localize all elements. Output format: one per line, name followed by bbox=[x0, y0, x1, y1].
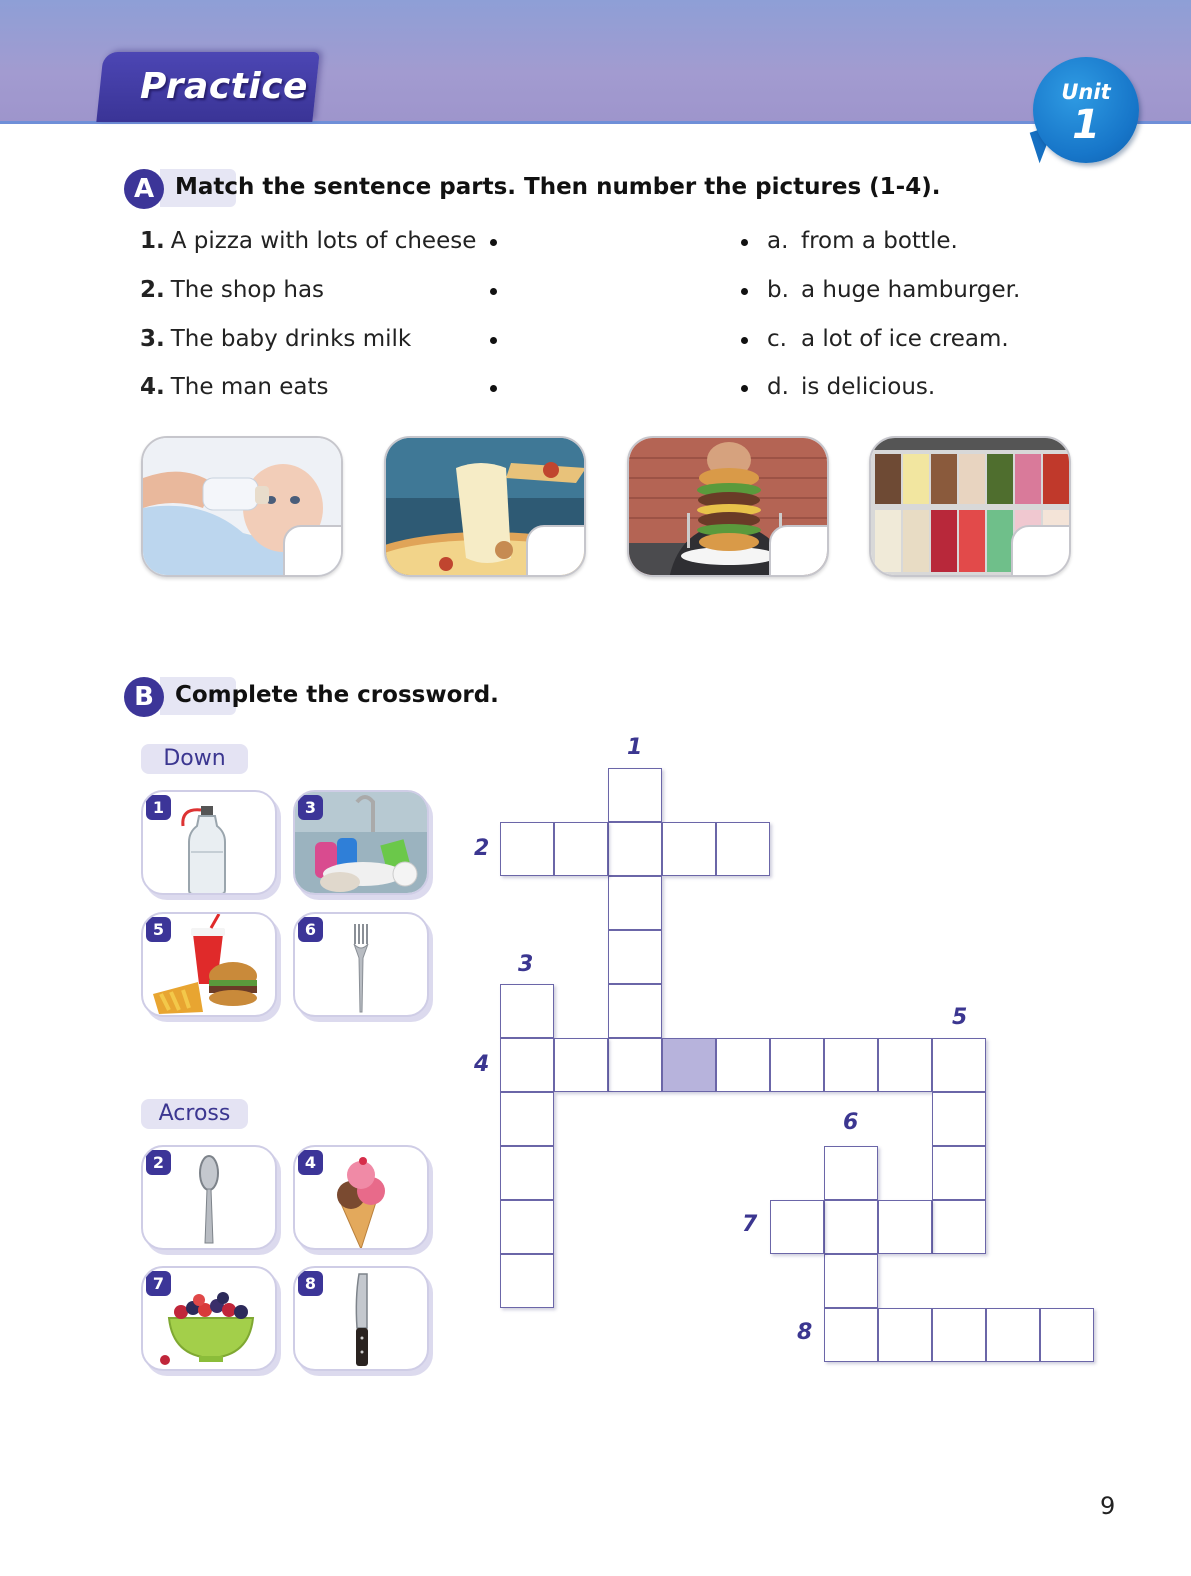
clue-card-across-8 bbox=[293, 1266, 429, 1371]
clue-number: 2 bbox=[146, 1150, 171, 1175]
match-dot-right-b[interactable] bbox=[741, 288, 748, 295]
crossword-cell[interactable] bbox=[662, 822, 716, 876]
grid-number-5: 5 bbox=[952, 1005, 968, 1030]
match-right-item-d bbox=[767, 374, 935, 400]
baby-bottle-photo bbox=[141, 436, 343, 577]
match-left-item-3 bbox=[140, 326, 411, 352]
section-a-instruction: Match the sentence parts. Then number the pictures (1-4). bbox=[175, 174, 941, 200]
crossword-cell[interactable] bbox=[608, 930, 662, 984]
cheese-pizza-photo bbox=[384, 436, 586, 577]
crossword-cell[interactable] bbox=[500, 1146, 554, 1200]
crossword-cell[interactable] bbox=[500, 1254, 554, 1308]
crossword-cell[interactable] bbox=[770, 1038, 824, 1092]
grid-number-3: 3 bbox=[518, 952, 534, 977]
crossword-cell[interactable] bbox=[824, 1200, 878, 1254]
item-number: 4. bbox=[140, 374, 165, 400]
item-text: a lot of ice cream. bbox=[801, 326, 1009, 352]
crossword-cell[interactable] bbox=[500, 1200, 554, 1254]
match-dot-left-3[interactable] bbox=[490, 337, 497, 344]
crossword-cell[interactable] bbox=[500, 984, 554, 1038]
crossword-cell[interactable] bbox=[716, 822, 770, 876]
crossword-cell[interactable] bbox=[878, 1038, 932, 1092]
crossword-cell[interactable] bbox=[878, 1200, 932, 1254]
item-text: A pizza with lots of cheese bbox=[170, 228, 477, 254]
item-number: 1. bbox=[140, 228, 165, 254]
crossword-cell-shaded[interactable] bbox=[662, 1038, 716, 1092]
unit-number: 1 bbox=[1072, 102, 1100, 148]
crossword-cell[interactable] bbox=[932, 1308, 986, 1362]
picture-answer-box[interactable] bbox=[769, 525, 829, 577]
crossword-cell[interactable] bbox=[608, 876, 662, 930]
crossword-cell[interactable] bbox=[554, 1038, 608, 1092]
crossword-cell[interactable] bbox=[824, 1254, 878, 1308]
match-dot-right-a[interactable] bbox=[741, 239, 748, 246]
clue-number: 5 bbox=[146, 917, 171, 942]
grid-number-4: 4 bbox=[474, 1052, 490, 1077]
clue-card-across-2 bbox=[141, 1145, 277, 1250]
section-b-instruction: Complete the crossword. bbox=[175, 682, 499, 708]
grid-number-7: 7 bbox=[742, 1212, 758, 1237]
item-number: 3. bbox=[140, 326, 165, 352]
crossword-cell[interactable] bbox=[608, 984, 662, 1038]
match-dot-left-4[interactable] bbox=[490, 385, 497, 392]
crossword-cell[interactable] bbox=[878, 1308, 932, 1362]
clue-card-down-1 bbox=[141, 790, 277, 895]
page-number: 9 bbox=[1100, 1492, 1116, 1520]
match-right-item-c bbox=[767, 326, 1009, 352]
clue-number: 4 bbox=[298, 1150, 323, 1175]
down-heading: Down bbox=[141, 744, 248, 774]
item-text: a huge hamburger. bbox=[801, 277, 1021, 303]
clue-card-down-5 bbox=[141, 912, 277, 1017]
match-left-item-2 bbox=[140, 277, 324, 303]
crossword-cell[interactable] bbox=[932, 1146, 986, 1200]
item-text: The man eats bbox=[170, 374, 329, 400]
man-hamburger-photo bbox=[627, 436, 829, 577]
page-title: Practice bbox=[140, 66, 308, 107]
match-dot-left-2[interactable] bbox=[490, 288, 497, 295]
clue-number: 7 bbox=[146, 1271, 171, 1296]
crossword-cell[interactable] bbox=[500, 1038, 554, 1092]
grid-number-2: 2 bbox=[474, 836, 490, 861]
crossword-cell[interactable] bbox=[824, 1308, 878, 1362]
crossword-cell[interactable] bbox=[608, 822, 662, 876]
match-right-item-b bbox=[767, 277, 1020, 303]
item-number: 2. bbox=[140, 277, 165, 303]
item-letter: c. bbox=[767, 326, 787, 352]
crossword-cell[interactable] bbox=[1040, 1308, 1094, 1362]
item-letter: a. bbox=[767, 228, 789, 254]
match-left-item-4 bbox=[140, 374, 328, 400]
item-letter: b. bbox=[767, 277, 789, 303]
crossword-cell[interactable] bbox=[554, 822, 608, 876]
picture-answer-box[interactable] bbox=[1011, 525, 1071, 577]
match-right-item-a bbox=[767, 228, 958, 254]
grid-number-6: 6 bbox=[843, 1110, 859, 1135]
clue-card-down-3 bbox=[293, 790, 429, 895]
unit-label: Unit bbox=[1061, 80, 1111, 104]
ice-cream-shop-photo bbox=[869, 436, 1071, 577]
grid-number-8: 8 bbox=[797, 1320, 813, 1345]
crossword-cell[interactable] bbox=[500, 822, 554, 876]
crossword-cell[interactable] bbox=[608, 768, 662, 822]
clue-number: 3 bbox=[298, 795, 323, 820]
item-text: The shop has bbox=[170, 277, 325, 303]
crossword-cell[interactable] bbox=[770, 1200, 824, 1254]
match-dot-right-d[interactable] bbox=[741, 385, 748, 392]
crossword-cell[interactable] bbox=[824, 1146, 878, 1200]
match-dot-left-1[interactable] bbox=[490, 239, 497, 246]
clue-card-across-7 bbox=[141, 1266, 277, 1371]
crossword-cell[interactable] bbox=[932, 1038, 986, 1092]
item-letter: d. bbox=[767, 374, 789, 400]
crossword-cell[interactable] bbox=[500, 1092, 554, 1146]
clue-card-across-4 bbox=[293, 1145, 429, 1250]
grid-number-1: 1 bbox=[627, 735, 643, 760]
crossword-cell[interactable] bbox=[716, 1038, 770, 1092]
picture-answer-box[interactable] bbox=[283, 525, 343, 577]
match-left-item-1 bbox=[140, 228, 476, 254]
crossword-cell[interactable] bbox=[824, 1038, 878, 1092]
section-a-badge: A bbox=[124, 169, 164, 209]
crossword-cell[interactable] bbox=[608, 1038, 662, 1092]
match-dot-right-c[interactable] bbox=[741, 337, 748, 344]
clue-number: 1 bbox=[146, 795, 171, 820]
item-text: is delicious. bbox=[801, 374, 936, 400]
clue-card-down-6 bbox=[293, 912, 429, 1017]
section-b-badge: B bbox=[124, 677, 164, 717]
across-heading: Across bbox=[141, 1099, 248, 1129]
item-text: from a bottle. bbox=[801, 228, 958, 254]
clue-number: 6 bbox=[298, 917, 323, 942]
crossword-cell[interactable] bbox=[932, 1200, 986, 1254]
picture-answer-box[interactable] bbox=[526, 525, 586, 577]
item-text: The baby drinks milk bbox=[170, 326, 412, 352]
crossword-cell[interactable] bbox=[986, 1308, 1040, 1362]
clue-number: 8 bbox=[298, 1271, 323, 1296]
crossword-cell[interactable] bbox=[932, 1092, 986, 1146]
